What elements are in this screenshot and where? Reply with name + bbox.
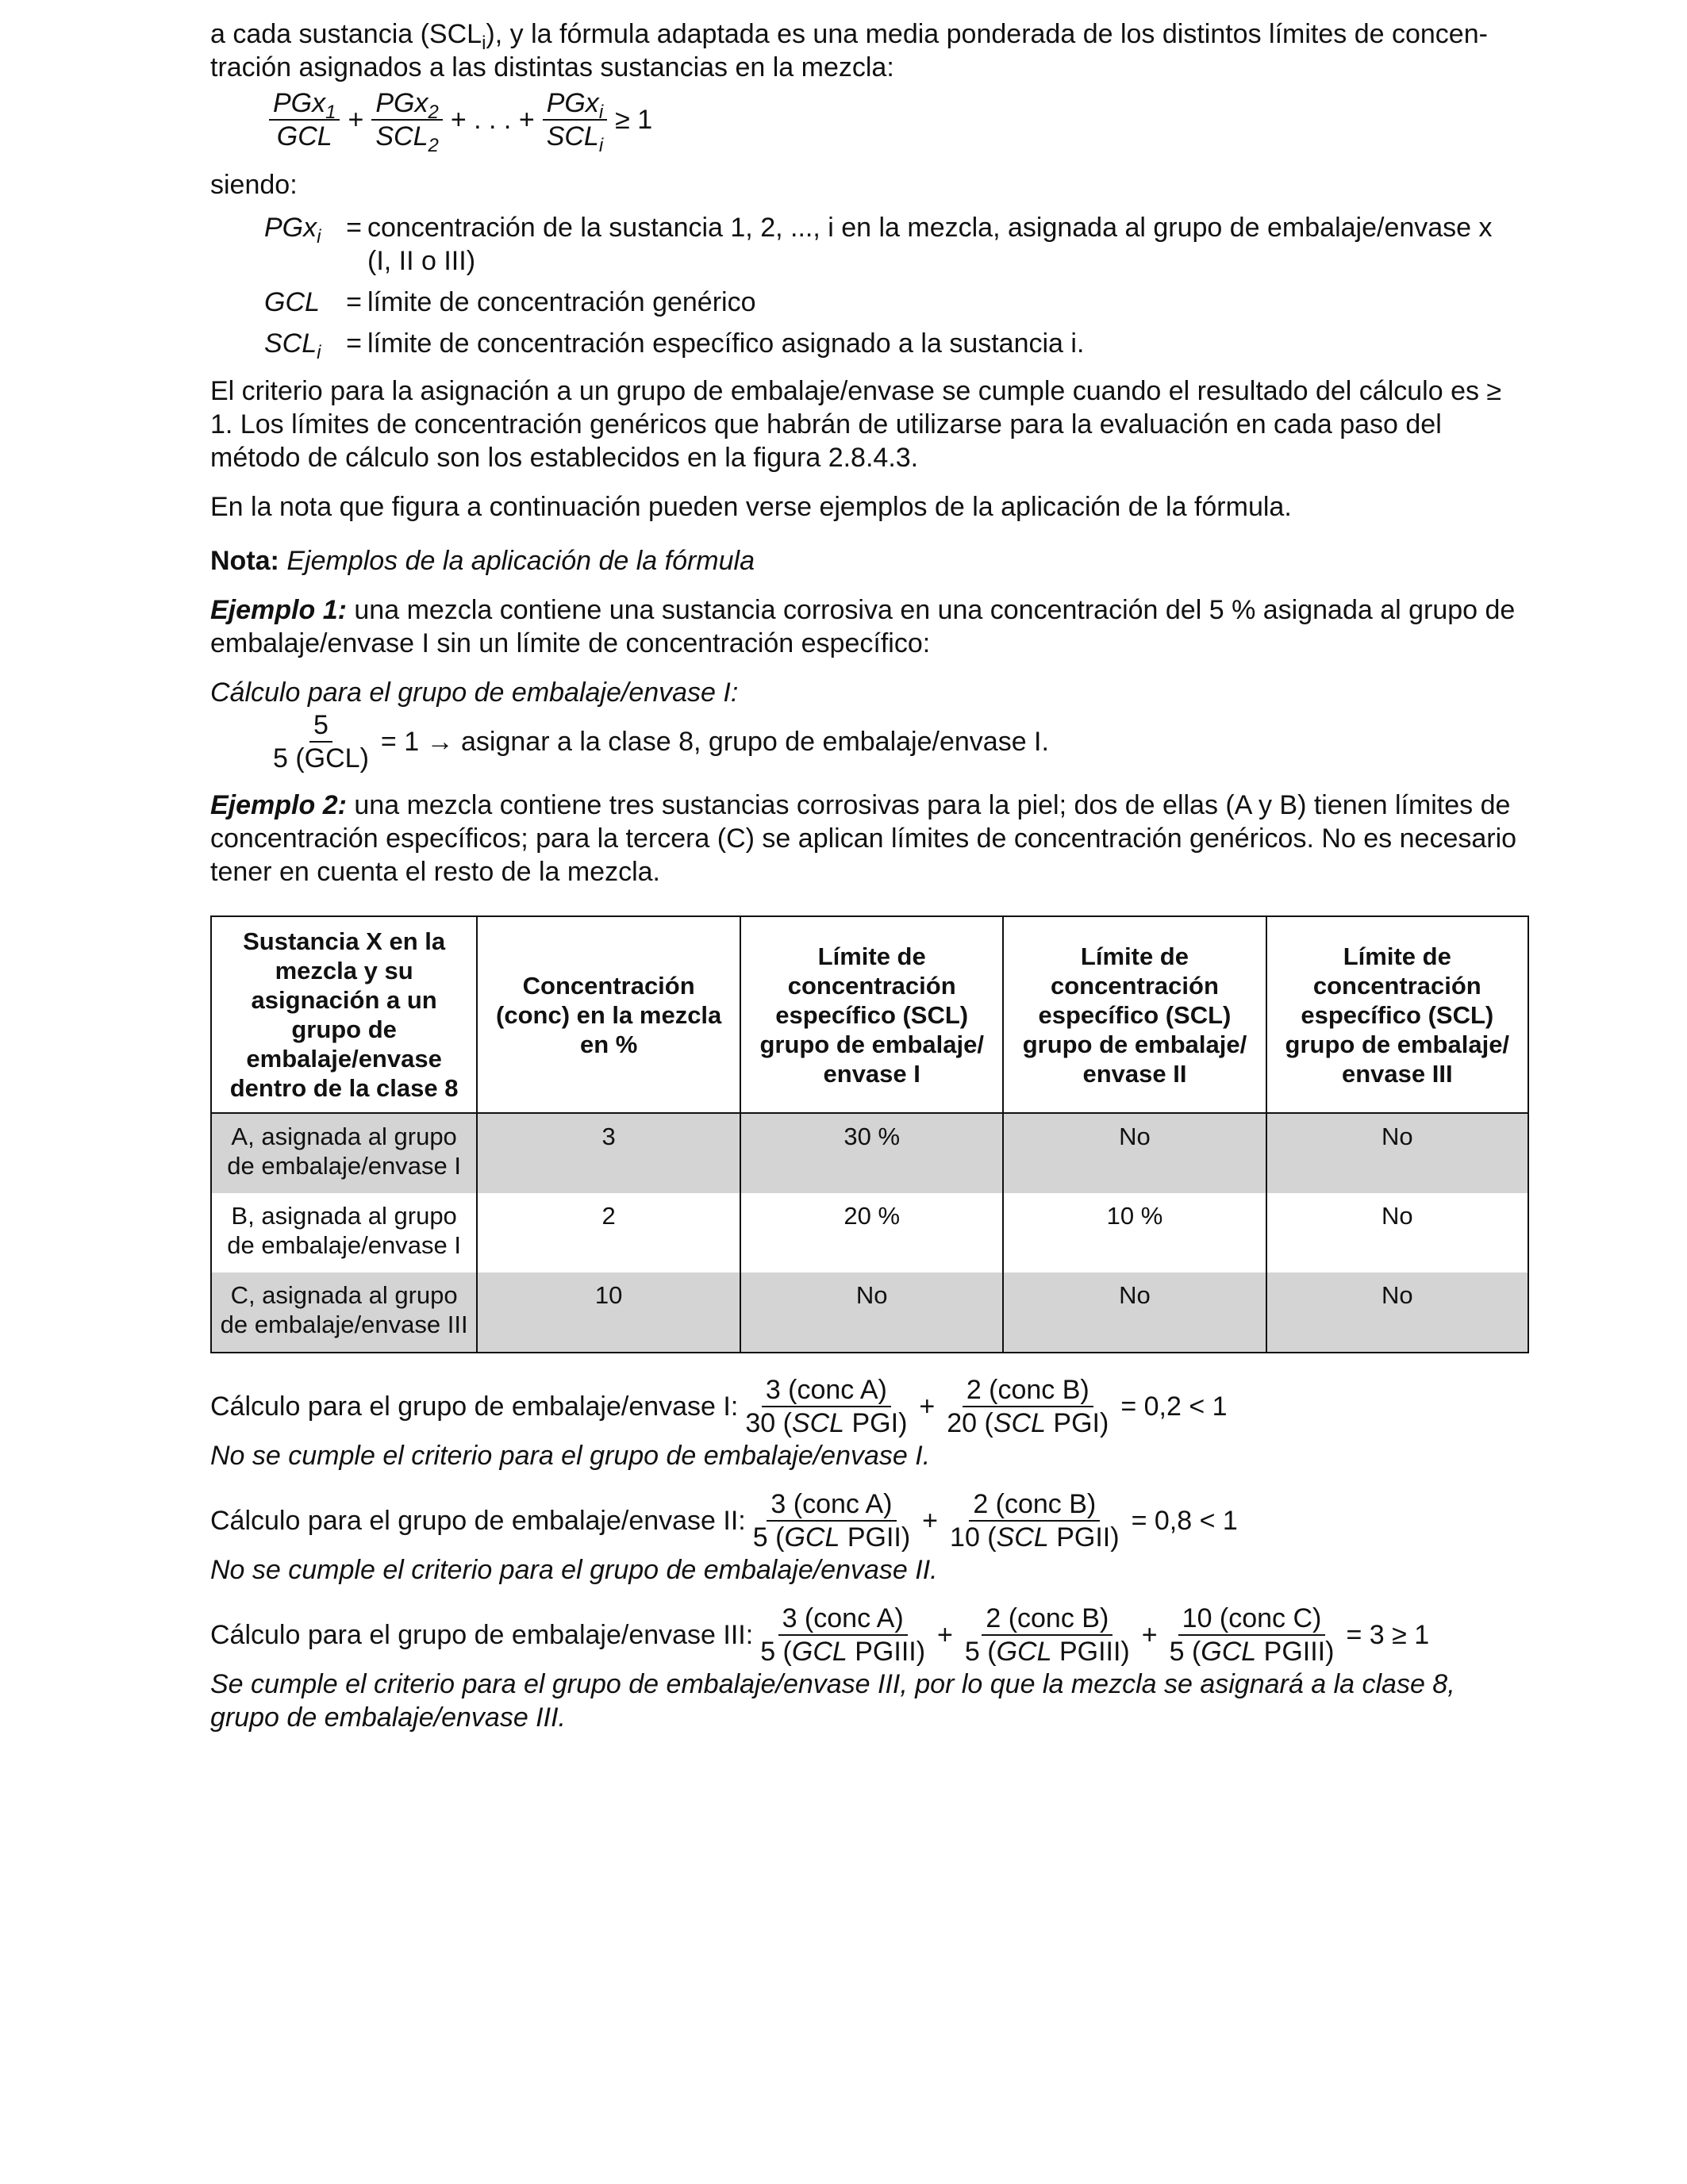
calc-conclusion: No se cumple el criterio para el grupo de embalaje/envase II. bbox=[210, 1555, 938, 1585]
calc-fraction: $\frac{\text{3 (conc A)}}{\text{30 (SCL PGI)}}$ bbox=[745, 1375, 908, 1438]
table-header-cell: Límite de concentración específico (SCL) grupo de embalaje/ envase III bbox=[1266, 916, 1528, 1113]
table-cell: 20 % bbox=[740, 1193, 1003, 1272]
calc-group-2: Cálculo para el grupo de embalaje/envase II: $\frac{\text{3 (conc A)}}{\text{5 (GCL PGII)}}$ + $\frac{\text{2 (conc B)}}{\text{10 (SCL PGII)}}$ = 0,8 < 1 bbox=[210, 1489, 1238, 1553]
calc-label: Cálculo para el grupo de embalaje/envase I: bbox=[210, 1391, 739, 1422]
substances-table bbox=[210, 915, 1529, 1353]
siendo-label: siendo: bbox=[210, 170, 298, 200]
table-cell: No bbox=[1266, 1272, 1528, 1353]
calc-fraction: $\frac{\text{2 (conc B)}}{\text{10 (SCL PGII)}}$ bbox=[950, 1489, 1120, 1553]
table-cell: C, asignada al grupo de embalaje/envase III bbox=[211, 1272, 477, 1353]
table-row bbox=[211, 1272, 1528, 1353]
ejemplo1-calc-title: Cálculo para el grupo de embalaje/envase I: bbox=[210, 677, 739, 708]
nota-intro-paragraph: En la nota que figura a continuación pueden verse ejemplos de la aplicación de la fórmula. bbox=[210, 492, 1292, 522]
table-cell: No bbox=[740, 1272, 1003, 1353]
calc-label: Cálculo para el grupo de embalaje/envase III: bbox=[210, 1620, 754, 1650]
ejemplo1-formula bbox=[266, 709, 1528, 774]
intro-text: a cada sustancia (SCL bbox=[210, 19, 482, 49]
intro-text-rest: ), y la fórmula adaptada es una media ponderada de los distintos límites de concen- bbox=[486, 19, 1488, 49]
ellipsis-sign: + . . . + bbox=[450, 105, 535, 135]
plus-sign: + bbox=[348, 105, 364, 135]
calc-result: = 0,2 < 1 bbox=[1120, 1391, 1228, 1422]
intro-subscript: i bbox=[482, 32, 486, 54]
calc-fraction: $\frac{\text{3 (conc A)}}{\text{5 (GCL PGII)}}$ bbox=[752, 1489, 911, 1553]
document-page bbox=[210, 17, 1528, 1734]
criterio-paragraph: El criterio para la asignación a un grupo de embalaje/envase se cumple cuando el resultado del cálculo es ≥ 1. Los límites de concentración genéricos que habrán de utilizarse para la evaluación en cada paso del método de cálculo son los establecidos en la figura 2.8.4.3. bbox=[210, 376, 1502, 473]
definition-pgx: PGx$_i$ = concentración de la sustancia 1, 2, ..., i en la mezcla, asignada al grupo de embalaje/envase x (I, II o III) bbox=[264, 213, 1493, 276]
table-cell: 10 % bbox=[1003, 1193, 1266, 1272]
table-header-cell: Límite de concentración específico (SCL) grupo de embalaje/ envase I bbox=[740, 916, 1003, 1113]
table-cell: No bbox=[1003, 1272, 1266, 1353]
table-cell: 2 bbox=[477, 1193, 740, 1272]
table-cell: 30 % bbox=[740, 1113, 1003, 1193]
table-header-cell: Concentración (conc) en la mezcla en % bbox=[477, 916, 740, 1113]
definition-scl: $SCL_i$ = límite de concentración específico asignado a la sustancia i. bbox=[264, 328, 1085, 363]
calc-group-1: Cálculo para el grupo de embalaje/envase I: $\frac{\text{3 (conc A)}}{\text{30 (SCL PGI)}}$ + $\frac{\text{2 (conc B)}}{\text{20 (SCL PGI)}}$ = 0,2 < 1 bbox=[210, 1375, 1228, 1438]
definitions-list bbox=[264, 211, 1528, 363]
intro-text-line2: tración asignados a las distintas sustancias en la mezcla: bbox=[210, 52, 894, 83]
table-header-cell: Sustancia X en la mezcla y su asignación a un grupo de embalaje/envase dentro de la clase 8 bbox=[211, 916, 477, 1113]
table-cell: 3 bbox=[477, 1113, 740, 1193]
calc-label: Cálculo para el grupo de embalaje/envase II: bbox=[210, 1506, 746, 1536]
table-header-cell: Límite de concentración específico (SCL) grupo de embalaje/ envase II bbox=[1003, 916, 1266, 1113]
calc-conclusion: Se cumple el criterio para el grupo de embalaje/envase III, por lo que la mezcla se asignará a la clase 8, grupo de embalaje/envase III. bbox=[210, 1669, 1455, 1733]
table-cell: No bbox=[1266, 1193, 1528, 1272]
calc-fraction: $\frac{\text{2 (conc B)}}{\text{20 (SCL PGI)}}$ bbox=[947, 1375, 1109, 1438]
table-cell: No bbox=[1266, 1113, 1528, 1193]
table-cell: 10 bbox=[477, 1272, 740, 1353]
definition-gcl: GCL = límite de concentración genérico bbox=[264, 287, 756, 317]
table-row bbox=[211, 1193, 1528, 1272]
nota-heading: Nota: Ejemplos de la aplicación de la fórmula bbox=[210, 546, 755, 576]
calc-result: = 3 ≥ 1 bbox=[1346, 1620, 1430, 1650]
calc-fraction: $\frac{\text{2 (conc B)}}{\text{5 (GCL PGIII)}}$ bbox=[964, 1603, 1130, 1667]
formula-result: ≥ 1 bbox=[615, 105, 653, 135]
calc-group-3: Cálculo para el grupo de embalaje/envase III: $\frac{\text{3 (conc A)}}{\text{5 (GCL PGIII)}}$ + $\frac{\text{2 (conc B)}}{\text{5 (GCL PGIII)}}$ + $\frac{\text{10 (conc C)}}{\text{5 (GCL PGIII)}}$ = 3 ≥ 1 bbox=[210, 1603, 1430, 1667]
calc-conclusion: No se cumple el criterio para el grupo de embalaje/envase I. bbox=[210, 1441, 931, 1471]
ejemplo1-fraction: $\frac{5}{\text{5 (GCL)}}$ bbox=[273, 710, 369, 773]
ejemplo1-paragraph: Ejemplo 1: una mezcla contiene una sustancia corrosiva en una concentración del 5 % asignada al grupo de embalaje/envase I sin un límite de concentración específico: bbox=[210, 595, 1516, 658]
table-header-row bbox=[211, 916, 1528, 1113]
calc-fraction: $\frac{\text{10 (conc C)}}{\text{5 (GCL PGIII)}}$ bbox=[1169, 1603, 1335, 1667]
table-cell: No bbox=[1003, 1113, 1266, 1193]
ejemplo1-result: = 1 → asignar a la clase 8, grupo de embalaje/envase I. bbox=[380, 727, 1049, 757]
formula-term-2: $\frac{PGx_2}{SCL_2}$ bbox=[371, 87, 443, 152]
intro-paragraph bbox=[210, 17, 1528, 84]
ejemplo2-paragraph: Ejemplo 2: una mezcla contiene tres sustancias corrosivas para la piel; dos de ellas (A y B) tienen límites de concentración específicos; para la tercera (C) se aplican límites de concentración genéricos. No es necesario tener en cuenta el resto de la mezcla. bbox=[210, 790, 1517, 887]
formula-term-i: $\frac{PGx_i}{SCL_i}$ bbox=[543, 87, 607, 152]
table-cell: A, asignada al grupo de embalaje/envase I bbox=[211, 1113, 477, 1193]
calc-fraction: $\frac{\text{3 (conc A)}}{\text{5 (GCL PGIII)}}$ bbox=[760, 1603, 926, 1667]
calc-result: = 0,8 < 1 bbox=[1131, 1506, 1238, 1536]
table-row bbox=[211, 1113, 1528, 1193]
general-formula bbox=[266, 87, 1528, 156]
formula-term-1: $\frac{PGx_1}{\text{GCL}}$ bbox=[269, 87, 340, 152]
table-cell: B, asignada al grupo de embalaje/envase I bbox=[211, 1193, 477, 1272]
